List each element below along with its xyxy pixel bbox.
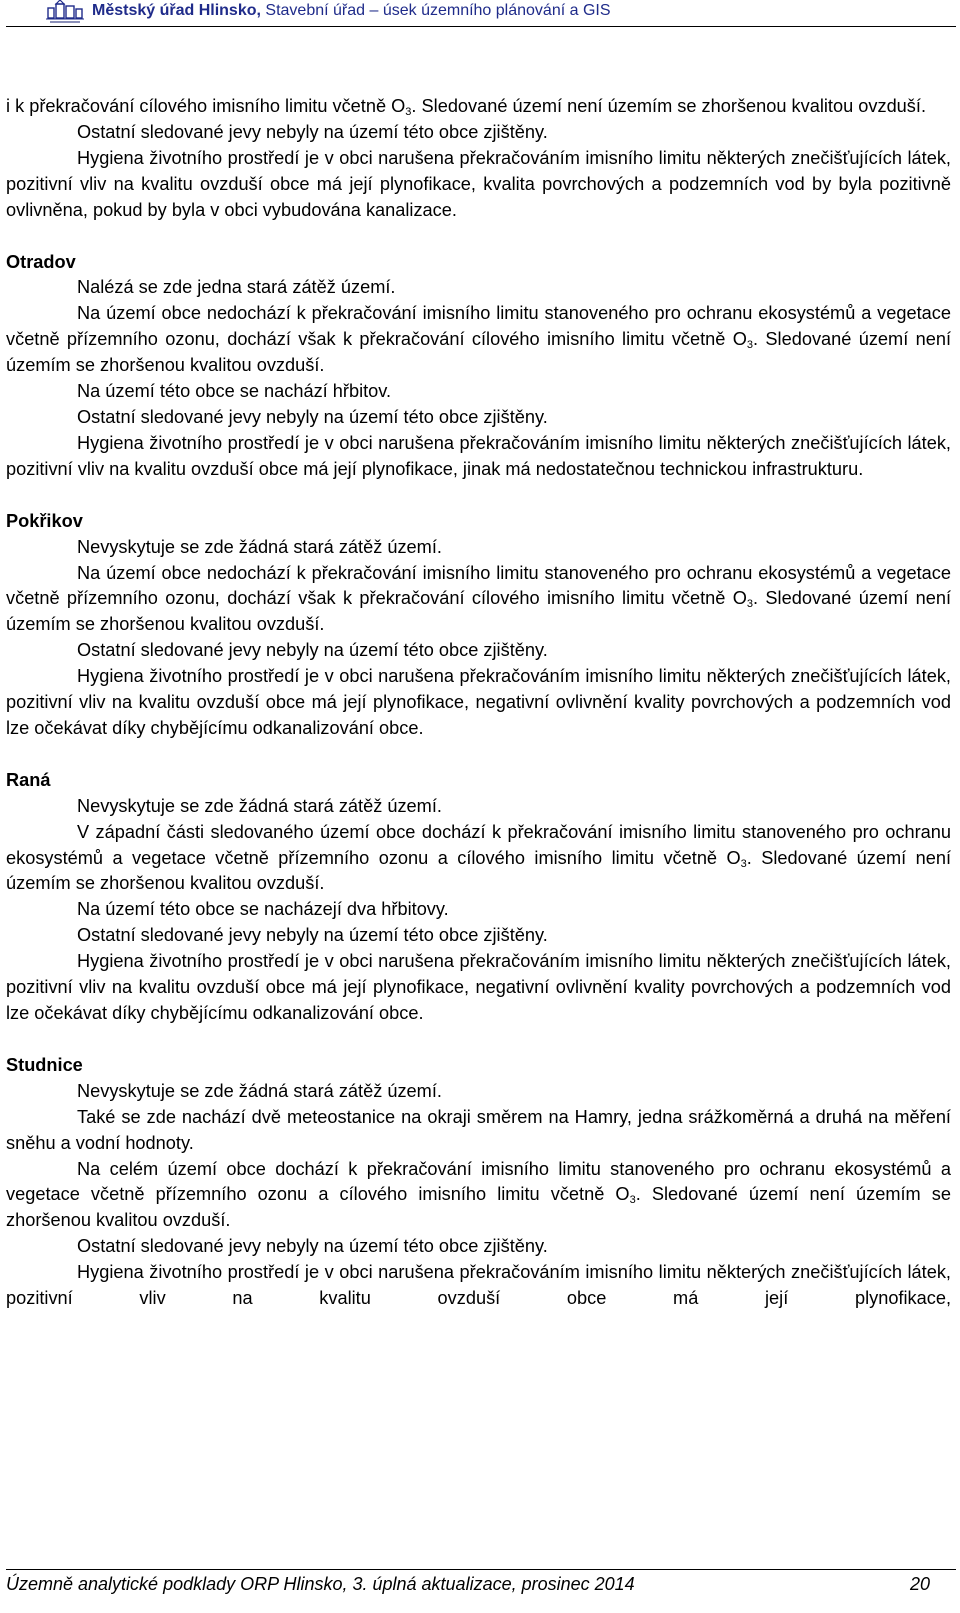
page-number: 20 xyxy=(909,1574,930,1594)
rana-paragraph-5: Hygiena životního prostředí je v obci narušena překračováním imisního limitu některých znečišťujících látek, pozitivní vliv na kvalitu ovzduší obce má její plynofikace, negativní ovlivnění kvality povrchových a podzemních vod lze očekávat díky chybějícímu odkanalizování obce. xyxy=(6,951,951,1023)
pokrikov-paragraph-1: Nevyskytuje se zde žádná stará zátěž území. xyxy=(77,536,442,557)
municipal-logo-icon xyxy=(46,0,86,24)
header-department: Stavební úřad – úsek územního plánování a GIS xyxy=(265,2,611,19)
section-title-rana: Raná xyxy=(6,769,51,790)
rana-paragraph-1: Nevyskytuje se zde žádná stará zátěž území. xyxy=(77,795,442,816)
pokrikov-paragraph-3: Ostatní sledované jevy nebyly na území této obce zjištěny. xyxy=(77,640,548,661)
page-header xyxy=(0,0,960,30)
rana-paragraph-3: Na území této obce se nacházejí dva hřbitovy. xyxy=(77,899,449,920)
section-title-pokrikov: Pokřikov xyxy=(6,510,83,531)
header-title xyxy=(92,2,611,20)
document-body xyxy=(6,94,951,1312)
rana-paragraph-2: V západní části sledovaného území obce dochází k překračování imisního limitu stanoveného pro ochranu ekosystémů a vegetace včetně přízemního ozonu a cílového imisního limitu včetně $O_3$. Sledované území není územím se zhoršenou kvalitou ovzduší. xyxy=(6,821,952,894)
footer-document-title: Územně analytické podklady ORP Hlinsko, 3. úplná aktualizace, prosinec 2014 xyxy=(6,1574,635,1594)
studnice-paragraph-4: Ostatní sledované jevy nebyly na území této obce zjištěny. xyxy=(77,1236,548,1257)
header-organization: Městský úřad Hlinsko, xyxy=(92,2,261,19)
pokrikov-paragraph-4: Hygiena životního prostředí je v obci narušena překračováním imisního limitu některých znečišťujících látek, pozitivní vliv na kvalitu ovzduší obce má její plynofikace, negativní ovlivnění kvality povrchových a podzemních vod lze očekávat díky chybějícímu odkanalizování obce. xyxy=(6,666,951,738)
footer-divider xyxy=(6,1569,956,1570)
header-divider xyxy=(6,26,956,27)
otradov-paragraph-5: Hygiena životního prostředí je v obci narušena překračováním imisního limitu některých znečišťujících látek, pozitivní vliv na kvalitu ovzduší obce má její plynofikace, jinak má nedostatečnou technickou infrastrukturu. xyxy=(6,432,951,479)
studnice-paragraph-1: Nevyskytuje se zde žádná stará zátěž území. xyxy=(77,1080,442,1101)
studnice-paragraph-5: Hygiena životního prostředí je v obci narušena překračováním imisního limitu některých znečišťujících látek, pozitivní vliv na kvalitu ovzduší obce má její plynofikace, xyxy=(6,1262,951,1309)
studnice-paragraph-3: Na celém území obce dochází k překračování imisního limitu stanoveného pro ochranu ekosystémů a vegetace včetně přízemního ozonu a cílového imisního limitu včetně $O_3$. Sledované území není územím se zhoršenou kvalitou ovzduší. xyxy=(6,1158,951,1231)
pokrikov-paragraph-2: Na území obce nedochází k překračování imisního limitu stanoveného pro ochranu ekosystémů a vegetace včetně přízemního ozonu, dochází však k překračování cílového imisního limitu včetně $O_3$. Sledované území není územím se zhoršenou kvalitou ovzduší. xyxy=(6,562,951,635)
intro-paragraph-1: i k překračování cílového imisního limitu včetně $O_3$. Sledované území není územím se zhoršenou kvalitou ovzduší. xyxy=(6,96,927,118)
otradov-paragraph-1: Nalézá se zde jedna stará zátěž území. xyxy=(77,277,396,298)
section-title-studnice: Studnice xyxy=(6,1054,83,1075)
intro-paragraph-3: Hygiena životního prostředí je v obci narušena překračováním imisního limitu některých znečišťujících látek, pozitivní vliv na kvalitu ovzduší obce má její plynofikace, kvalita povrchových a podzemních vod by byla pozitivně ovlivněna, pokud by byla v obci vybudována kanalizace. xyxy=(6,147,951,220)
rana-paragraph-4: Ostatní sledované jevy nebyly na území této obce zjištěny. xyxy=(77,925,548,946)
intro-paragraph-2: Ostatní sledované jevy nebyly na území této obce zjištěny. xyxy=(77,121,548,142)
section-title-otradov: Otradov xyxy=(6,251,76,272)
otradov-paragraph-2: Na území obce nedochází k překračování imisního limitu stanoveného pro ochranu ekosystémů a vegetace včetně přízemního ozonu, dochází však k překračování cílového imisního limitu včetně $O_3$. Sledované území není územím se zhoršenou kvalitou ovzduší. xyxy=(6,303,951,376)
otradov-paragraph-4: Ostatní sledované jevy nebyly na území této obce zjištěny. xyxy=(77,406,548,427)
studnice-paragraph-2: Také se zde nachází dvě meteostanice na okraji směrem na Hamry, jedna srážkoměrná a druhá na měření sněhu a vodní hodnoty. xyxy=(6,1106,951,1153)
otradov-paragraph-3: Na území této obce se nachází hřbitov. xyxy=(77,381,392,402)
